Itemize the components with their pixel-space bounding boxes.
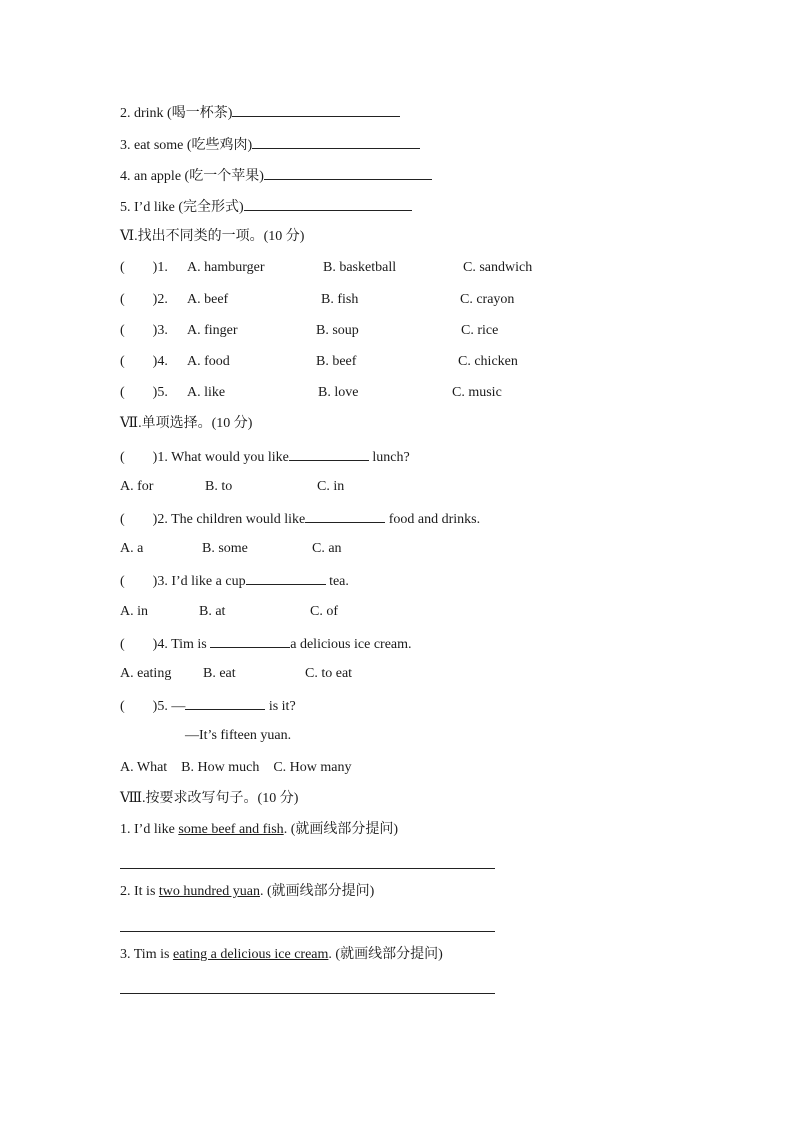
- underlined-part: eating a delicious ice cream: [172, 947, 329, 962]
- answer-blank[interactable]: [232, 103, 400, 117]
- q-number: ( )3.: [120, 323, 168, 338]
- option-c: C. music: [452, 385, 502, 400]
- answer-blank[interactable]: [185, 696, 265, 710]
- option-b: B. love: [318, 385, 359, 400]
- underlined-part: some beef and fish: [178, 822, 284, 837]
- option-a: A. finger: [187, 323, 238, 338]
- underlined-part: two hundred yuan: [158, 884, 260, 899]
- option-c: C. to eat: [305, 666, 353, 681]
- answer-line[interactable]: [120, 993, 495, 994]
- option-b: B. to: [205, 479, 233, 494]
- rewrite-sentence-3: 3. Tim is eating a delicious ice cream. (就画线部分提问): [120, 947, 443, 962]
- option-b: B. at: [199, 604, 226, 619]
- option-c: C. of: [310, 604, 338, 619]
- option-a: A. beef: [187, 292, 229, 307]
- dialogue-reply: —It’s fifteen yuan.: [185, 728, 292, 743]
- q5-options: A. What B. How much C. How many: [120, 760, 352, 775]
- answer-blank[interactable]: [246, 571, 326, 585]
- q-number: ( )5.: [120, 385, 168, 400]
- answer-blank[interactable]: [289, 447, 369, 461]
- option-b: B. some: [202, 541, 248, 556]
- answer-blank[interactable]: [264, 166, 432, 180]
- mc-question-2: ( )2. The children would like food and drinks.: [120, 509, 480, 529]
- option-c: C. an: [312, 541, 342, 556]
- option-c: C. chicken: [458, 354, 518, 369]
- section-6-title: Ⅵ.找出不同类的一项。(10 分): [120, 229, 305, 244]
- q-number: ( )1.: [120, 260, 168, 275]
- option-a: A. food: [187, 354, 230, 369]
- section-7-title: Ⅶ.单项选择。(10 分): [120, 416, 253, 431]
- option-a: A. eating: [120, 666, 172, 681]
- q-number: ( )4.: [120, 354, 168, 369]
- answer-blank[interactable]: [244, 197, 412, 211]
- item-5: 5. I’d like (完全形式): [120, 197, 412, 217]
- item-4: 4. an apple (吃一个苹果): [120, 166, 432, 186]
- rewrite-sentence-2: 2. It is two hundred yuan. (就画线部分提问): [120, 884, 375, 899]
- mc-question-4: ( )4. Tim is a delicious ice cream.: [120, 634, 412, 654]
- answer-blank[interactable]: [305, 509, 385, 523]
- option-b: B. basketball: [323, 260, 397, 275]
- option-a: A. a: [120, 541, 144, 556]
- option-c: C. in: [317, 479, 345, 494]
- option-c: C. sandwich: [463, 260, 533, 275]
- answer-line[interactable]: [120, 931, 495, 932]
- answer-blank[interactable]: [210, 634, 290, 648]
- item-3: 3. eat some (吃些鸡肉): [120, 135, 420, 155]
- mc-question-1: ( )1. What would you like lunch?: [120, 447, 410, 467]
- option-a: A. for: [120, 479, 154, 494]
- q-number: ( )2.: [120, 292, 168, 307]
- answer-line[interactable]: [120, 868, 495, 869]
- mc-question-5: ( )5. — is it?: [120, 696, 296, 716]
- option-b: B. soup: [316, 323, 359, 338]
- option-b: B. fish: [321, 292, 359, 307]
- option-c: C. crayon: [460, 292, 515, 307]
- option-b: B. eat: [203, 666, 236, 681]
- answer-blank[interactable]: [252, 135, 420, 149]
- rewrite-sentence-1: 1. I’d like some beef and fish. (就画线部分提问): [120, 822, 399, 837]
- option-b: B. beef: [316, 354, 357, 369]
- mc-question-3: ( )3. I’d like a cup tea.: [120, 571, 349, 591]
- option-a: A. hamburger: [187, 260, 265, 275]
- option-c: C. rice: [461, 323, 499, 338]
- item-2: 2. drink (喝一杯茶): [120, 103, 400, 123]
- section-8-title: Ⅷ.按要求改写句子。(10 分): [120, 791, 299, 806]
- option-a: A. like: [187, 385, 226, 400]
- option-a: A. in: [120, 604, 148, 619]
